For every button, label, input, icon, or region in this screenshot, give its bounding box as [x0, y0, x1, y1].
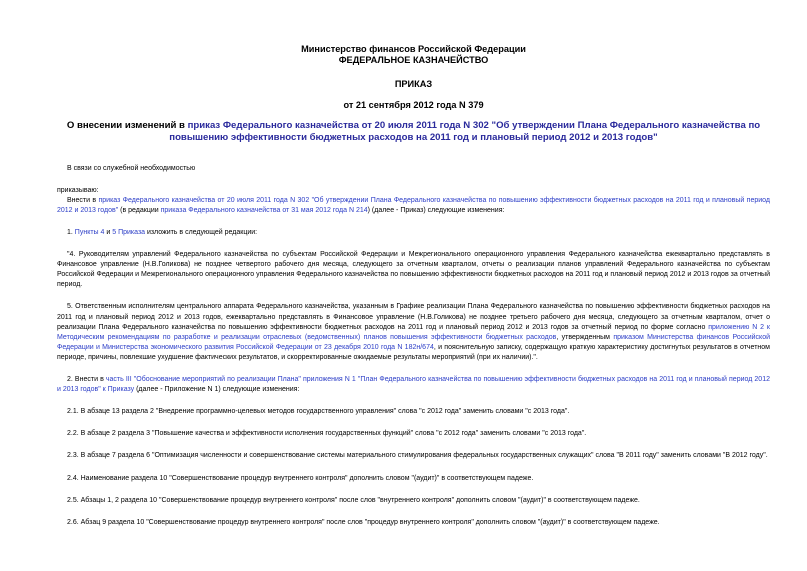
text-span: (в редакции: [118, 206, 161, 214]
text-span: , утвержденным: [556, 333, 614, 341]
item-1: [57, 228, 770, 238]
intro-text: В связи со служебной необходимостью: [67, 164, 196, 172]
clause-4-link[interactable]: Пункты 4: [74, 229, 105, 236]
text-span: 1.: [67, 229, 75, 236]
text-span: ) (далее - Приказ) следующие изменения:: [367, 206, 505, 214]
item-2-6: 2.6. Абзац 9 раздела 10 "Совершенствование процедур внутреннего контроля" после слов "процедур внутреннего контроля" дополнить словом "(аудит)" в соответствующем падеже.: [67, 518, 660, 526]
appendix-1-link[interactable]: приложения N 1 "План Федерального казначейства по повышению эффективности бюджетных расходов на 2011 год и плановый период 2012 и 2013 годов" к Приказу: [57, 376, 770, 394]
item-2-1: 2.1. В абзаце 13 раздела 2 "Внедрение программно-целевых методов государственного управления" слова "с 2012 года" заменить словами "с 2013 года".: [67, 408, 570, 416]
title-prefix: О внесении изменений в: [66, 119, 188, 131]
part-3-link[interactable]: часть III "Обоснование мероприятий по реализации Плана": [105, 376, 301, 384]
order-word: приказываю:: [57, 186, 99, 194]
order-302-link[interactable]: приказ Федерального казначейства от 20 июля 2011 года N 302 "Об утверждении Плана Федерального казначейства по повышению эффективности бюджетных расходов на 2011 год и плановый период 2012 и 2013 годов": [57, 196, 770, 214]
text-span: (далее - Приложение N 1) следующие изменения:: [134, 386, 300, 394]
document-body: [57, 144, 770, 528]
agency-name: ФЕДЕРАЛЬНОЕ КАЗНАЧЕЙСТВО: [338, 55, 489, 66]
item-2-4: 2.4. Наименование раздела 10 "Совершенствование процедур внутреннего контроля" дополнить словом "(аудит)" в соответствующем падеже.: [67, 474, 534, 482]
item-4-text: "4. Руководителям управлений Федерального казначейства по субъектам Российской Федерации и Межрегионального операционного управления Федерального казначейства ежеквартально представлять в Финансовое управление (Н.В.Голикова) не позднее четвертого рабочего дня месяца, следующего за отчетным кварталом, отчеты о реализации планов управлений Федерального казначейства по субъектам Российской Федерации и Межрегионального операционного управления Федерального казначейства по повышению эффективности бюджетных расходов на 2011 год и плановый период 2012 и 2013 годов за отчетный период.: [57, 251, 770, 289]
item-5: [57, 302, 770, 363]
item-2: [57, 375, 770, 395]
text-span: Внести в: [67, 196, 99, 204]
document-type: ПРИКАЗ: [394, 78, 433, 89]
item-2-2: 2.2. В абзаце 2 раздела 3 "Повышение качества и эффективности исполнения государственных функций" слова "с 2012 года" заменить словами "с 2013 года".: [67, 430, 587, 438]
text-span: 2. Внести в: [67, 376, 106, 384]
item-2-5: 2.5. Абзацы 1, 2 раздела 10 "Совершенствование процедур внутреннего контроля" после слов "внутреннего контроля" дополнить словом "(аудит)" в соответствующем падеже.: [67, 496, 640, 504]
text-span: , и пояснительную записку, содержащую краткую характеристику достигнутых результатов в отчетном периоде, причины, повлекшие ухудшение фактических результатов, и скорректированные ожидаемые результаты мероприятий (при их наличии).".: [57, 343, 770, 361]
order-182n-link[interactable]: приказом Министерства финансов Российской Федерации и Министерства экономического развития Российской Федерации от 23 декабря 2010 года N 182н/674: [57, 333, 770, 351]
order-214-link[interactable]: приказа Федерального казначейства от 31 мая 2012 года N 214: [160, 206, 368, 214]
clause-5-link[interactable]: 5 Приказа: [112, 229, 146, 236]
document-title: [57, 120, 770, 144]
appendix-2-link[interactable]: приложению N 2 к Методическим рекомендациям по разработке и реализации отраслевых (ведомственных) планов повышения эффективности бюджетных расходов: [57, 323, 770, 341]
ministry-name: Министерство финансов Российской Федерации: [301, 44, 526, 54]
text-span: и: [104, 229, 113, 236]
item-2-3: 2.3. В абзаце 7 раздела 6 "Оптимизация численности и совершенствование системы материального стимулирования федеральных государственных служащих" слова "В 2011 году" заменить словами "В 2012 году".: [67, 452, 768, 460]
paragraph-amend: [57, 196, 770, 216]
text-span: изложить в следующей редакции:: [145, 229, 258, 236]
title-order-link[interactable]: приказ Федерального казначейства от 20 июля 2011 года N 302 "Об утверждении Плана Федерального казначейства по повышению эффективности бюджетных расходов на 2011 год и плановый период 2012 и 2013 годов": [169, 119, 761, 143]
text-span: 5. Ответственным исполнителям центрального аппарата Федерального казначейства, указанным в Графике реализации Плана Федерального казначейства по повышению эффективности бюджетных расходов на 2011 год и плановый период 2012 и 2013 годов, ежеквартально представлять в Финансовое управление (Н.В.Голикова) не позднее третьего рабочего дня месяца, следующего за отчетным кварталом, отчет о реализации Плана Федерального казначейства по повышению эффективности бюджетных расходов на 2011 год и плановый период 2012 и 2013 годов за отчетный период по форме согласно: [57, 303, 770, 331]
document-date: от 21 сентября 2012 года N 379: [343, 100, 484, 111]
